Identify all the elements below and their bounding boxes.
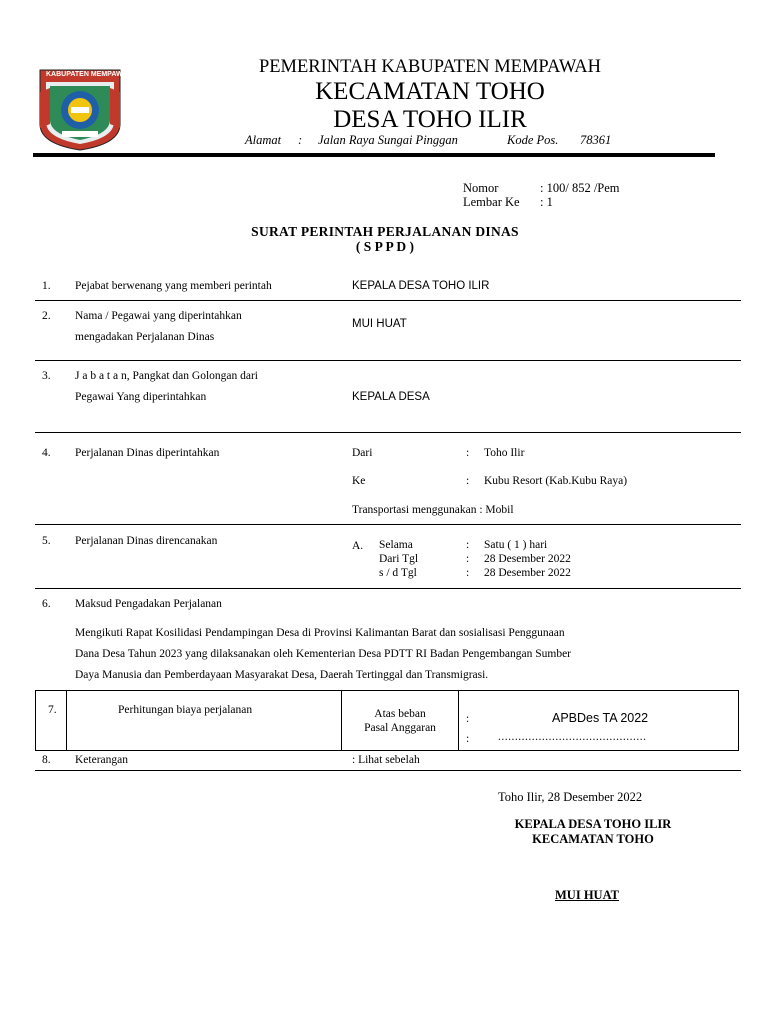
signature-place-date: Toho Ilir, 28 Desember 2022 [498,790,643,804]
document-title: SURAT PERINTAH PERJALANAN DINAS [251,224,519,239]
row5-letter: A. [352,540,364,552]
row4-dari-sep: : [466,447,470,459]
row7-atas-line1: Atas beban [374,708,426,720]
row6-purpose-line2: Dana Desa Tahun 2023 yang dilaksanakan oleh Kementerian Desa PDTT RI Badan Pengembangan Sumber [75,648,572,660]
row4-divider [35,524,741,525]
address-sep: : [298,133,303,147]
row5-number: 5. [42,535,51,547]
row8-label: Keterangan [75,754,128,766]
row5-selama-label: Selama [379,539,413,551]
logo-text: KABUPATEN MEMPAWAH [46,71,133,78]
row7-divider-b [341,690,342,751]
nomor-label: Nomor [463,181,499,195]
row5-label: Perjalanan Dinas direncanakan [75,535,218,547]
row6-purpose-line1: Mengikuti Rapat Kosilidasi Pendampingan Desa di Provinsi Kalimantan Barat dan sosialisasi Penggunaan [75,627,565,639]
row5-dari-label: Dari Tgl [379,553,419,565]
row7-dots: ............................................ [498,731,647,743]
row5-dari-value: 28 Desember 2022 [484,553,571,565]
row4-ke-label: Ke [352,475,366,487]
row4-transport: Transportasi menggunakan : Mobil [352,504,514,516]
row2-number: 2. [42,310,51,322]
signature-title2: KECAMATAN TOHO [532,832,654,846]
row7-sep2: : [466,733,470,745]
lembar-label: Lembar Ke [463,195,520,209]
row4-ke-sep: : [466,475,470,487]
row8-value: : Lihat sebelah [352,754,420,766]
row5-sd-sep: : [466,567,470,579]
row4-ke-value: Kubu Resort (Kab.Kubu Raya) [484,475,628,487]
row4-number: 4. [42,447,51,459]
row6-purpose-line3: Daya Manusia dan Pemberdayaan Masyarakat Desa, Daerah Tertinggal dan Transmigrasi. [75,669,489,681]
row1-number: 1. [42,280,51,292]
address-value: Jalan Raya Sungai Pinggan [318,133,458,147]
header-district: KECAMATAN TOHO [315,78,545,105]
address-label: Alamat [245,133,282,147]
row5-sd-label: s / d Tgl [379,567,417,579]
row5-selama-sep: : [466,539,470,551]
postal-value: 78361 [580,133,612,147]
row5-selama-value: Satu ( 1 ) hari [484,539,548,551]
row1-value: KEPALA DESA TOHO ILIR [352,280,490,292]
header-village: DESA TOHO ILIR [333,106,527,133]
row7-divider-a [66,690,67,751]
row3-divider [35,432,741,433]
nomor-value: : 100/ 852 /Pem [540,181,620,195]
signature-title1: KEPALA DESA TOHO ILIR [514,817,672,831]
row7-label: Perhitungan biaya perjalanan [118,704,253,716]
postal-label: Kode Pos. [507,133,559,147]
header-government: PEMERINTAH KABUPATEN MEMPAWAH [258,57,602,77]
row6-number: 6. [42,598,51,610]
row1-divider [35,300,741,301]
district-logo [36,64,133,152]
signature-name: MUI HUAT [555,888,620,902]
row7-value: APBDes TA 2022 [552,711,649,725]
row3-label-line1: J a b a t a n, Pangkat dan Golongan dari [75,370,258,382]
row7-divider-c [458,690,459,751]
row5-divider [35,588,741,589]
row2-value: MUI HUAT [352,318,407,330]
row3-number: 3. [42,370,51,382]
row2-label-line1: Nama / Pegawai yang diperintahkan [75,310,242,322]
document-abbr: ( S P P D ) [355,239,415,254]
header-divider [33,153,715,157]
row4-dari-label: Dari [352,447,373,459]
row4-dari-value: Toho Ilir [484,447,525,459]
row8-divider [35,770,741,771]
row5-dari-sep: : [466,553,470,565]
row5-sd-value: 28 Desember 2022 [484,567,571,579]
row7-sep1: : [466,713,470,725]
row6-label: Maksud Pengadakan Perjalanan [75,598,222,610]
row1-label: Pejabat berwenang yang memberi perintah [75,280,272,292]
row3-value: KEPALA DESA [352,391,430,403]
lembar-value: : 1 [540,195,553,209]
row7-atas-line2: Pasal Anggaran [364,722,436,734]
row8-number: 8. [42,754,51,766]
row2-divider [35,360,741,361]
row2-label-line2: mengadakan Perjalanan Dinas [75,331,215,343]
row7-number: 7. [48,704,57,716]
row4-label: Perjalanan Dinas diperintahkan [75,447,220,459]
row3-label-line2: Pegawai Yang diperintahkan [75,391,207,403]
